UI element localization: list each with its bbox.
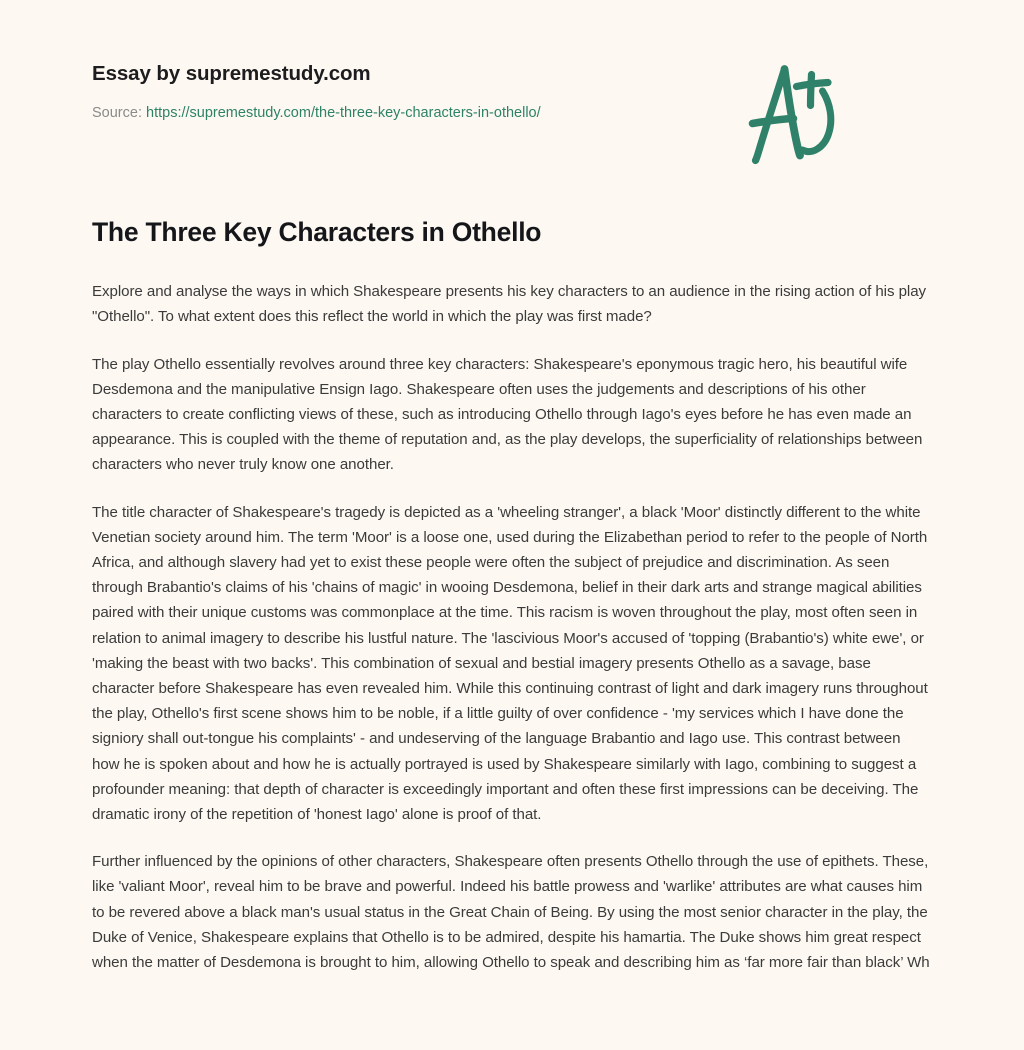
source-label: Source:: [92, 104, 142, 121]
aplus-logo-icon: [742, 58, 846, 170]
page-masthead: [92, 0, 932, 122]
paragraph: Further influenced by the opinions of other characters, Shakespeare often presents Othello through the use of epithets. These, like 'valiant Moor', reveal him to be brave and powerful. Indeed his battle prowess and 'warlike' attributes are what causes him to be revered above a black man's usual status in the Great Chain of Being. By using the most senior character in the play, the Duke of Venice, Shakespeare explains that Othello is to be admired, despite his hamartia. The Duke shows him great respect when the matter of Desdemona is brought to him, allowing Othello to speak and describing him as ‘far more fair than black’ Wh: [92, 853, 930, 971]
paragraph: The title character of Shakespeare's tragedy is depicted as a 'wheeling stranger', a black 'Moor' distinctly different to the white Venetian society around him. The term 'Moor' is a loose one, used during the Elizabethan period to refer to the people of North Africa, and although slavery had yet to exist these people were often the subject of prejudice and discrimination. As seen through Brabantio's claims of his 'chains of magic' in wooing Desdemona, belief in their dark arts and strange magical abilities paired with their unique customs was commonplace at the time. This racism is woven throughout the play, most often seen in relation to animal imagery to describe his lustful nature. The 'lascivious Moor's accused of 'topping (Brabantio's) white ewe', or 'making the beast with two backs'. This combination of sexual and bestial imagery presents Othello as a savage, base character before Shakespeare has even revealed him. While this continuing contrast of light and dark imagery runs throughout the play, Othello's first scene shows him to be noble, if a little guilty of over confidence - 'my services which I have done the signiory shall out-tongue his complaints' - and undeserving of the language Brabantio and Iago use. This contrast between how he is spoken about and how he is actually portrayed is used by Shakespeare similarly with Iago, combining to suggest a profounder meaning: that depth of character is exceedingly important and often these first impressions can be deceiving. The dramatic irony of the repetition of 'honest Iago' alone is proof of that.: [92, 503, 928, 823]
article-body: [92, 279, 932, 975]
page-title: The Three Key Characters in Othello: [92, 217, 542, 247]
paragraph: Explore and analyse the ways in which Shakespeare presents his key characters to an audience in the rising action of his play "Othello". To what extent does this reflect the world in which the play was first made?: [92, 283, 927, 326]
article: [92, 122, 932, 975]
paragraph: The play Othello essentially revolves around three key characters: Shakespeare's eponymous tragic hero, his beautiful wife Desdemona and the manipulative Ensign Iago. Shakespeare often uses the judgements and descriptions of his other characters to create conflicting views of these, such as introducing Othello through Iago's eyes before he has even made an appearance. This is coupled with the theme of reputation and, as the play develops, the superficiality of relationships between characters who never truly know one another.: [92, 355, 923, 474]
source-url-link[interactable]: https://supremestudy.com/the-three-key-characters-in-othello/: [146, 104, 541, 121]
byline: Essay by supremestudy.com: [92, 62, 371, 85]
